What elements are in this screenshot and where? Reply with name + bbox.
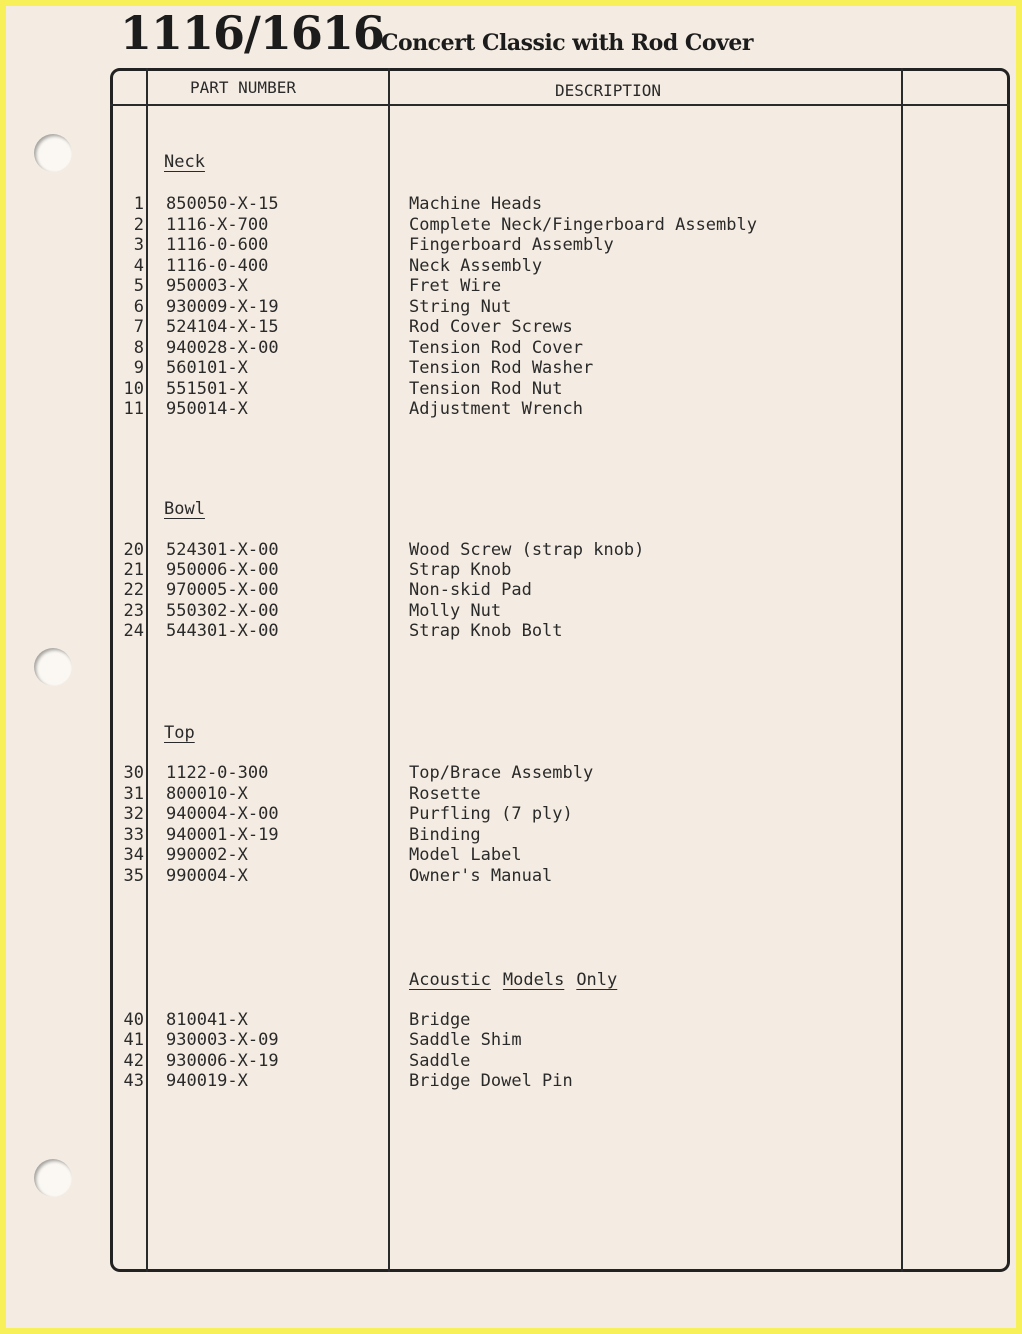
item-number: 9 [133,358,144,378]
item-number: 8 [133,337,144,358]
item-number: 6 [133,296,144,317]
table-row [6,540,1016,560]
item-number: 24 [123,620,144,641]
parts-list-page [6,6,1016,1328]
part-description: Adjustment Wrench [409,399,583,419]
part-description: Rosette [409,783,481,804]
item-number: 42 [123,1050,144,1071]
table-row [6,1071,1016,1091]
header-divider [110,104,1010,106]
part-description: Saddle [409,1050,471,1071]
part-description: Fret Wire [409,276,502,296]
part-description: Saddle Shim [409,1030,522,1051]
table-row [6,256,1016,276]
item-number: 21 [123,560,144,581]
table-row [6,601,1016,621]
table-row [6,825,1016,845]
part-description: Machine Heads [409,194,543,214]
part-description: Tension Rod Washer [409,358,594,378]
part-description: Wood Screw (strap knob) [409,540,645,560]
part-number: 524301-X-00 [166,540,279,560]
part-description: Top/Brace Assembly [409,763,594,783]
section-title-acoustic-models-only [409,970,629,990]
part-description: String Nut [409,296,512,317]
item-number: 7 [133,317,144,337]
part-number: 940019-X [166,1070,248,1091]
section-title-top: Top [164,723,195,743]
part-number: 930003-X-09 [166,1030,279,1051]
part-description: Strap Knob [409,560,512,581]
section-title-neck: Neck [164,152,205,172]
section-title-word: Acoustic [409,970,491,990]
item-number: 32 [123,804,144,824]
item-number: 43 [123,1070,144,1091]
table-row [6,621,1016,641]
part-number: 940001-X-19 [166,824,279,845]
table-row [6,845,1016,865]
table-row [6,358,1016,378]
model-title: Concert Classic with Rod Cover [381,30,753,56]
table-row [6,297,1016,317]
section-title-word: Only [576,970,618,990]
binder-hole [34,648,72,686]
table-row [6,379,1016,399]
part-description: Strap Knob Bolt [409,620,563,641]
item-number: 20 [123,540,144,560]
item-number: 3 [133,235,144,255]
part-number: 1116-0-600 [166,235,269,255]
table-row [6,580,1016,600]
table-row [6,235,1016,255]
part-number: 810041-X [166,1010,248,1030]
item-number: 34 [123,845,144,865]
item-number: 5 [133,276,144,296]
item-number: 1 [133,194,144,214]
table-row [6,866,1016,886]
part-number: 1122-0-300 [166,763,269,783]
part-number: 1116-0-400 [166,255,269,276]
table-row [6,560,1016,580]
table-row [6,763,1016,783]
part-number: 990004-X [166,865,248,886]
item-number: 31 [123,783,144,804]
part-number: 1116-X-700 [166,214,269,235]
part-description: Bridge Dowel Pin [409,1070,573,1091]
table-row [6,338,1016,358]
model-number: 1116/1616 [120,6,384,60]
item-number: 40 [123,1010,144,1030]
part-number: 940028-X-00 [166,337,279,358]
part-number: 524104-X-15 [166,317,279,337]
binder-hole [34,1159,72,1197]
table-row [6,194,1016,214]
section-title-bowl: Bowl [164,499,205,519]
part-description: Rod Cover Screws [409,317,573,337]
item-number: 41 [123,1030,144,1051]
part-description: Molly Nut [409,600,502,621]
table-row [6,276,1016,296]
part-number: 950006-X-00 [166,560,279,581]
item-number: 2 [133,214,144,235]
part-description: Non-skid Pad [409,580,532,601]
part-number-header: PART NUMBER [190,78,296,97]
part-number: 930009-X-19 [166,296,279,317]
part-number: 550302-X-00 [166,600,279,621]
table-row [6,1051,1016,1071]
part-number: 551501-X [166,378,248,399]
section-title-word: Models [502,970,565,990]
table-row [6,317,1016,337]
item-number: 35 [123,865,144,886]
part-number: 990002-X [166,845,248,865]
part-description: Model Label [409,845,522,865]
part-number: 544301-X-00 [166,620,279,641]
part-number: 950003-X [166,276,248,296]
table-row [6,1010,1016,1030]
part-description: Complete Neck/Fingerboard Assembly [409,214,757,235]
table-row [6,804,1016,824]
part-description: Tension Rod Cover [409,337,583,358]
part-number: 970005-X-00 [166,580,279,601]
part-description: Bridge [409,1010,471,1030]
part-number: 930006-X-19 [166,1050,279,1071]
part-description: Purfling (7 ply) [409,804,573,824]
part-number: 940004-X-00 [166,804,279,824]
item-number: 33 [123,824,144,845]
item-number: 11 [123,399,144,419]
item-number: 10 [123,378,144,399]
item-number: 4 [133,255,144,276]
part-number: 950014-X [166,399,248,419]
part-description: Owner's Manual [409,865,553,886]
item-number: 23 [123,600,144,621]
table-row [6,1030,1016,1050]
table-row [6,215,1016,235]
part-description: Fingerboard Assembly [409,235,614,255]
part-description: Binding [409,824,481,845]
item-number: 30 [123,763,144,783]
description-header: DESCRIPTION [555,81,661,100]
part-number: 560101-X [166,358,248,378]
item-number: 22 [123,580,144,601]
table-row [6,784,1016,804]
part-number: 800010-X [166,783,248,804]
table-row [6,399,1016,419]
part-description: Neck Assembly [409,255,543,276]
part-number: 850050-X-15 [166,194,279,214]
binder-hole [34,134,72,172]
part-description: Tension Rod Nut [409,378,563,399]
